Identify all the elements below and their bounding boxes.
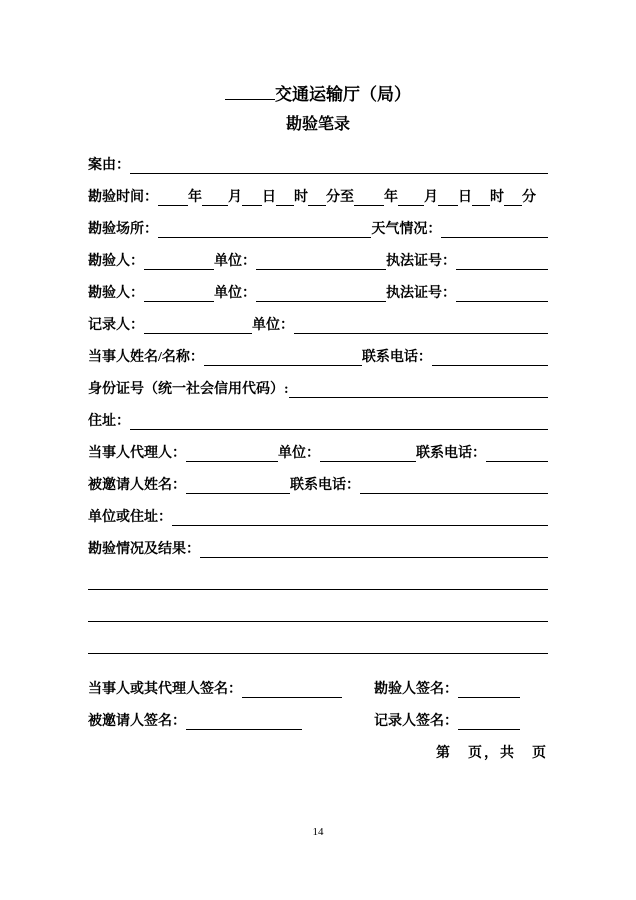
inspection-place-blank-field — [441, 222, 548, 238]
address-label: 住址： — [88, 414, 130, 430]
party-signature-blank-field — [242, 682, 342, 698]
form-row-recorder — [88, 314, 548, 334]
inspection-time-blank-field — [202, 190, 228, 206]
blank-line-1-blank-field — [88, 574, 548, 590]
form-row-case-cause — [88, 154, 548, 174]
party-agent-blank-field — [186, 446, 278, 462]
inspection-time-label: 月 — [424, 190, 438, 206]
form-row-id-number — [88, 378, 548, 398]
party-name-label: 当事人姓名/名称： — [88, 350, 204, 366]
inspector-2-blank-field — [456, 286, 548, 302]
form-row-party-agent — [88, 442, 548, 462]
page-number: 14 — [312, 826, 324, 838]
blank-line-2-blank-field — [88, 606, 548, 622]
form-row-inspection-result — [88, 538, 548, 558]
form-row-inspector-1 — [88, 250, 548, 270]
blank-line-3-blank-field — [88, 638, 548, 654]
inspector-2-label: 单位： — [214, 286, 256, 302]
inspector-1-blank-field — [144, 254, 214, 270]
inspection-time-blank-field — [398, 190, 424, 206]
id-number-label: 身份证号（统一社会信用代码）: — [88, 382, 289, 398]
party-agent-blank-field — [486, 446, 548, 462]
form-row-blank-line-1 — [88, 570, 548, 590]
inspection-place-label: 天气情况： — [371, 222, 442, 238]
inspection-time-blank-field — [308, 190, 326, 206]
inspection-time-label: 时 — [490, 190, 504, 206]
inspector-1-blank-field — [256, 254, 386, 270]
pagination-text: 第 页，共 页 — [436, 746, 548, 761]
inspection-result-label: 勘验情况及结果： — [88, 542, 200, 558]
inspection-place-label: 勘验场所： — [88, 222, 158, 238]
inspection-time-blank-field — [438, 190, 458, 206]
unit-or-address-blank-field — [172, 510, 548, 526]
case-cause-label: 案由： — [88, 158, 130, 174]
inspector-2-label: 执法证号： — [386, 286, 456, 302]
id-number-blank-field — [289, 382, 548, 398]
document-title: 交通运输厅（局） — [275, 85, 411, 104]
inspection-time-blank-field — [276, 190, 294, 206]
invitee-signature-blank-field — [458, 714, 520, 730]
inspection-time-blank-field — [472, 190, 490, 206]
invitee-signature-blank-field — [186, 714, 302, 730]
inspector-2-blank-field — [144, 286, 214, 302]
inspector-2-blank-field — [256, 286, 386, 302]
invitee-name-blank-field — [360, 478, 548, 494]
inspection-time-label: 年 — [384, 190, 398, 206]
inspector-2-label: 勘验人： — [88, 286, 144, 302]
party-agent-blank-field — [320, 446, 416, 462]
form-row-address — [88, 410, 548, 430]
invitee-signature-spacer — [302, 729, 374, 730]
party-signature-spacer — [342, 697, 374, 698]
invitee-name-label: 被邀请人姓名： — [88, 478, 186, 494]
inspector-1-label: 勘验人： — [88, 254, 144, 270]
inspection-time-label: 分 — [522, 190, 536, 206]
inspection-time-blank-field — [354, 190, 384, 206]
document-title-line — [88, 82, 548, 106]
pagination-line — [88, 742, 548, 762]
form-row-inspection-place — [88, 218, 548, 238]
inspection-time-blank-field — [242, 190, 262, 206]
inspection-result-blank-field — [200, 542, 548, 558]
form-row-inspection-time — [88, 186, 548, 206]
party-signature-label: 勘验人签名： — [374, 682, 458, 698]
party-agent-label: 当事人代理人： — [88, 446, 186, 462]
party-agent-label: 单位： — [278, 446, 320, 462]
party-signature-label: 当事人或其代理人签名： — [88, 682, 242, 698]
party-name-blank-field — [204, 350, 362, 366]
form-row-invitee-signature — [88, 710, 548, 730]
recorder-blank-field — [294, 318, 548, 334]
party-signature-spacer — [520, 697, 548, 698]
invitee-signature-label: 记录人签名： — [374, 714, 458, 730]
form-row-blank-line-2 — [88, 602, 548, 622]
inspection-time-blank-field — [504, 190, 522, 206]
recorder-label: 单位： — [252, 318, 294, 334]
party-name-blank-field — [432, 350, 548, 366]
inspector-1-blank-field — [456, 254, 548, 270]
inspection-time-label: 年 — [188, 190, 202, 206]
inspection-time-label: 日 — [262, 190, 276, 206]
inspection-time-label: 时 — [294, 190, 308, 206]
form-rows — [88, 154, 548, 730]
form-row-inspector-2 — [88, 282, 548, 302]
inspector-1-label: 单位： — [214, 254, 256, 270]
document-subtitle: 勘验笔录 — [285, 116, 350, 133]
recorder-label: 记录人： — [88, 318, 144, 334]
recorder-blank-field — [144, 318, 252, 334]
form-row-blank-line-3 — [88, 634, 548, 654]
form-row-unit-or-address — [88, 506, 548, 526]
form-row-party-signature — [88, 678, 548, 698]
inspection-time-label: 分至 — [326, 190, 354, 206]
party-signature-blank-field — [458, 682, 520, 698]
invitee-name-blank-field — [186, 478, 290, 494]
address-blank-field — [130, 414, 548, 430]
unit-or-address-label: 单位或住址： — [88, 510, 172, 526]
form-row-party-name — [88, 346, 548, 366]
title-blank-line — [225, 82, 275, 100]
inspection-time-label: 勘验时间： — [88, 190, 158, 206]
inspection-time-label: 月 — [228, 190, 242, 206]
inspection-time-label: 日 — [458, 190, 472, 206]
case-cause-blank-field — [130, 158, 548, 174]
invitee-signature-spacer — [520, 729, 548, 730]
invitee-signature-label: 被邀请人签名： — [88, 714, 186, 730]
inspector-1-label: 执法证号： — [386, 254, 456, 270]
party-agent-label: 联系电话： — [416, 446, 486, 462]
inspection-place-blank-field — [158, 222, 371, 238]
form-row-invitee-name — [88, 474, 548, 494]
invitee-name-label: 联系电话： — [290, 478, 360, 494]
inspection-time-blank-field — [158, 190, 188, 206]
party-name-label: 联系电话： — [361, 350, 432, 366]
